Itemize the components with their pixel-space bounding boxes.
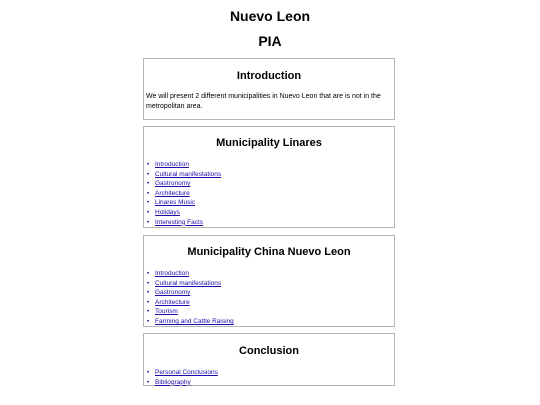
- china-link-gastronomy[interactable]: Gastronomy: [155, 289, 191, 297]
- list-item: [147, 317, 394, 327]
- bullet-icon: •: [147, 180, 150, 188]
- list-item: [147, 368, 394, 378]
- bullet-icon: •: [147, 161, 150, 168]
- list-item: [147, 198, 394, 208]
- linares-link-architecture[interactable]: Architecture: [155, 189, 190, 197]
- page-title: Nuevo Leon: [229, 8, 311, 24]
- list-item: [147, 288, 394, 298]
- bullet-icon: •: [147, 317, 150, 325]
- conclusion-link-personal-conclusions[interactable]: Personal Conclusions: [155, 369, 218, 376]
- list-item: [147, 378, 394, 388]
- list-item: [147, 298, 394, 308]
- linares-link-gastronomy[interactable]: Gastronomy: [155, 180, 191, 188]
- linares-card: [143, 126, 395, 228]
- bullet-icon: •: [147, 289, 150, 297]
- list-item: [147, 269, 394, 279]
- linares-link-introduction[interactable]: Introduction: [155, 161, 189, 168]
- list-item: [147, 307, 394, 317]
- bullet-icon: •: [147, 270, 150, 277]
- bullet-icon: •: [147, 189, 150, 197]
- bullet-icon: •: [147, 170, 150, 178]
- list-item: [147, 160, 394, 170]
- linares-link-interesting-facts[interactable]: Interesting Facts: [155, 218, 204, 226]
- china-card: [143, 235, 395, 327]
- list-item: [147, 208, 394, 218]
- bullet-icon: •: [147, 369, 150, 376]
- introduction-text: We will present 2 different municipalities in Nuevo Leon that are is not in the metropolitan area.: [146, 93, 381, 110]
- introduction-card: [143, 58, 395, 120]
- bullet-icon: •: [147, 298, 150, 306]
- linares-link-cultural-manifestations[interactable]: Cultural manifestations: [155, 170, 222, 178]
- conclusion-link-list: [144, 368, 394, 387]
- page-subtitle: PIA: [258, 33, 282, 49]
- linares-link-music[interactable]: Linares Music: [155, 199, 196, 207]
- bullet-icon: •: [147, 308, 150, 316]
- bullet-icon: •: [147, 199, 150, 207]
- list-item: [147, 189, 394, 199]
- conclusion-link-bibliography[interactable]: Bibliography: [155, 378, 191, 386]
- list-item: [147, 170, 394, 180]
- list-item: [147, 218, 394, 228]
- bullet-icon: •: [147, 208, 150, 216]
- linares-link-list: [144, 160, 394, 227]
- conclusion-card: [143, 333, 395, 386]
- bullet-icon: •: [147, 378, 150, 386]
- introduction-heading: Introduction: [236, 70, 302, 82]
- china-link-architecture[interactable]: Architecture: [155, 298, 190, 306]
- list-item: [147, 279, 394, 289]
- bullet-icon: •: [147, 279, 150, 287]
- china-link-farming[interactable]: Farming and Cattle Raising: [155, 317, 234, 325]
- china-link-introduction[interactable]: Introduction: [155, 270, 189, 277]
- linares-heading: Municipality Linares: [216, 137, 322, 149]
- china-link-cultural-manifestations[interactable]: Cultural manifestations: [155, 279, 222, 287]
- linares-link-holidays[interactable]: Holidays: [155, 208, 180, 216]
- china-heading: Municipality China Nuevo Leon: [187, 246, 351, 258]
- bullet-icon: •: [147, 218, 150, 226]
- conclusion-heading: Conclusion: [239, 345, 299, 357]
- china-link-tourism[interactable]: Tourism: [155, 308, 178, 316]
- china-link-list: [144, 269, 394, 327]
- list-item: [147, 179, 394, 189]
